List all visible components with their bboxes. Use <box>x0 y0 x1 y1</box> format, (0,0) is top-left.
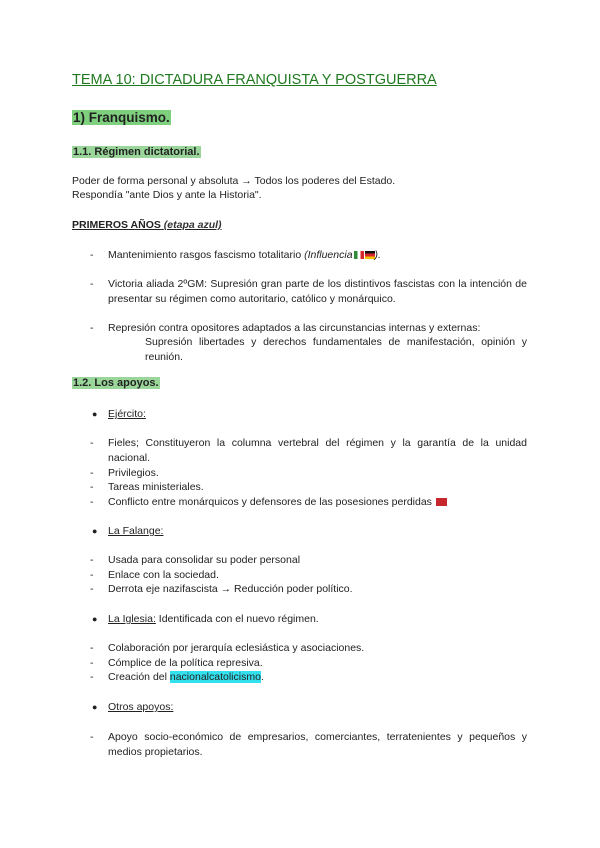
list-item: Apoyo socio-económico de empresarios, comerciantes, terratenientes y pequeños y medios propietarios. <box>108 731 527 758</box>
bullet-icon: ● <box>92 526 98 536</box>
list-item: Victoria aliada 2ºGM: Supresión gran parte de los distintivos fascistas con la intención de presentar su régimen como autoritario, católico y monárquico. <box>108 278 527 305</box>
list-dash: - <box>90 642 94 654</box>
subheading-primeros-anos <box>72 219 222 231</box>
list-dash: - <box>90 249 94 261</box>
list-dash: - <box>90 554 94 566</box>
subheading-los-apoyos: 1.2. Los apoyos. <box>73 377 159 389</box>
list-item: Derrota eje nazifascista → Reducción poder político. <box>108 583 353 595</box>
list-dash: - <box>90 496 94 508</box>
list-item: Conflicto entre monárquicos y defensores de las posesiones perdidas <box>108 495 527 510</box>
list-dash: - <box>90 657 94 669</box>
otros-apoyos-label: Otros apoyos: <box>108 701 174 713</box>
falange-label: La Falange: <box>108 525 164 537</box>
bullet-icon: ● <box>92 702 98 712</box>
list-dash: - <box>90 583 94 595</box>
list-dash: - <box>90 731 94 743</box>
ejercito-label: Ejército: <box>108 408 146 420</box>
list-item: Fieles; Constituyeron la columna vertebral del régimen y la garantía de la unidad nacional. <box>108 437 527 464</box>
iglesia-label: La Iglesia: <box>108 613 156 625</box>
primeros-anos-label: PRIMEROS AÑOS <box>72 219 161 231</box>
influencia-note: (Influencia <box>304 249 353 261</box>
list-dash: - <box>90 671 94 683</box>
list-item: Creación del nacionalcatolicismo. <box>108 671 264 683</box>
paragraph-line: Poder de forma personal y absoluta → Todos los poderes del Estado. <box>72 175 396 187</box>
iglesia-line: La Iglesia: Identificada con el nuevo régimen. <box>108 613 319 625</box>
list-item: Colaboración por jerarquía eclesiástica y asociaciones. <box>108 642 365 654</box>
list-item: Privilegios. <box>108 467 159 479</box>
bullet-icon: ● <box>92 614 98 624</box>
list-item: Tareas ministeriales. <box>108 481 204 493</box>
italy-flag-icon <box>354 251 364 259</box>
list-dash: - <box>90 322 94 334</box>
bullet-icon: ● <box>92 409 98 419</box>
list-dash: - <box>90 569 94 581</box>
list-subitem: Supresión libertades y derechos fundamentales de manifestación, opinión y reunión. <box>145 336 527 363</box>
document-title: TEMA 10: DICTADURA FRANQUISTA Y POSTGUERRA <box>72 72 437 88</box>
list-item: Cómplice de la política represiva. <box>108 657 263 669</box>
list-dash: - <box>90 278 94 290</box>
list-dash: - <box>90 481 94 493</box>
highlighted-term: nacionalcatolicismo <box>169 671 261 683</box>
section-heading-franquismo: 1) Franquismo. <box>73 110 170 125</box>
paragraph-line: Respondía "ante Dios y ante la Historia". <box>72 189 262 201</box>
list-dash: - <box>90 467 94 479</box>
list-item: Usada para consolidar su poder personal <box>108 554 301 566</box>
list-item: Mantenimiento rasgos fascismo totalitario (Influencia ). <box>108 249 381 261</box>
etapa-azul-note: (etapa azul) <box>163 219 222 231</box>
morocco-flag-icon <box>436 498 447 506</box>
germany-flag-icon <box>365 251 375 259</box>
list-item: Enlace con la sociedad. <box>108 569 219 581</box>
subheading-regimen-dictatorial: 1.1. Régimen dictatorial. <box>73 146 200 158</box>
list-item: Represión contra opositores adaptados a las circunstancias internas y externas: <box>108 322 481 334</box>
list-dash: - <box>90 437 94 449</box>
